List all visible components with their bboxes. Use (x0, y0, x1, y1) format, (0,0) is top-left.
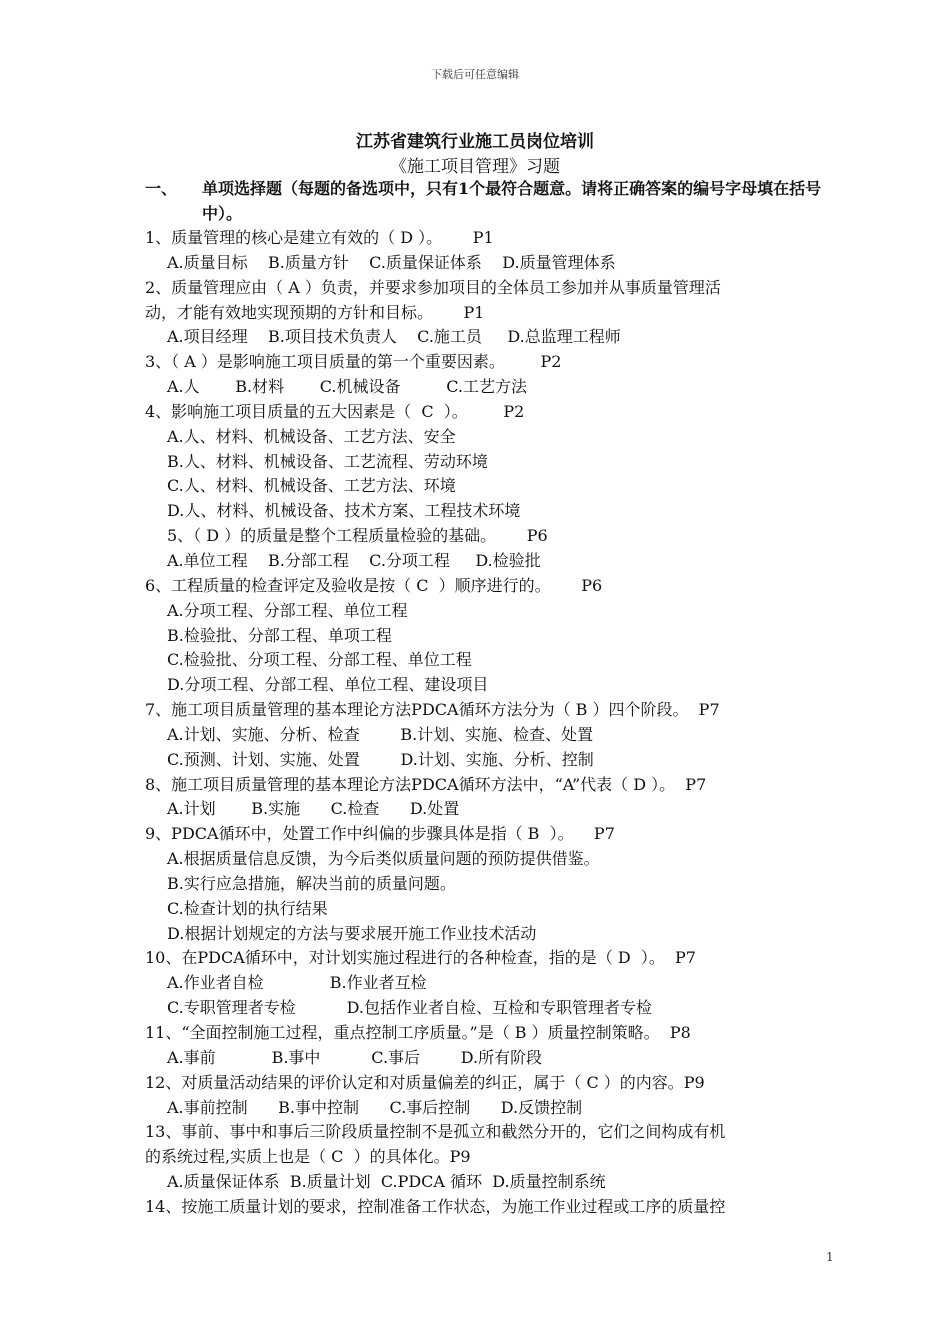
answer-option-line: A.作业者自检 B.作业者互检 (167, 973, 427, 993)
answer-option-line: C.人、材料、机械设备、工艺方法、环境 (167, 476, 456, 496)
answer-option-line: C.检查计划的执行结果 (167, 898, 328, 918)
question-line: 13、事前、事中和事后三阶段质量控制不是孤立和截然分开的，它们之间构成有机 (145, 1122, 726, 1142)
question-line: 10、在PDCA循环中，对计划实施过程进行的各种检查，指的是（ D ）。 P7 (145, 948, 696, 968)
question-line: 动，才能有效地实现预期的方针和目标。 P1 (145, 302, 485, 322)
question-line: 1、质量管理的核心是建立有效的（ D ）。 P1 (145, 228, 494, 247)
answer-option-line: A.分项工程、分部工程、单位工程 (167, 600, 408, 620)
answer-option-line: C.专职管理者专检 D.包括作业者自检、互检和专职管理者专检 (167, 998, 652, 1018)
answer-option-line: C.检验批、分项工程、分部工程、单位工程 (167, 650, 472, 670)
answer-option-line: D.分项工程、分部工程、单位工程、建设项目 (167, 675, 489, 695)
answer-option-line: D.根据计划规定的方法与要求展开施工作业技术活动 (167, 923, 537, 943)
question-list (145, 226, 845, 1220)
question-line: 2、质量管理应由（ A ）负责，并要求参加项目的全体员工参加并从事质量管理活 (145, 277, 721, 297)
answer-option-line: A.人 B.材料 C.机械设备 C.工艺方法 (167, 377, 527, 397)
answer-option-line: A.计划 B.实施 C.检查 D.处置 (167, 799, 460, 819)
header-note: 下载后可任意编辑 (431, 68, 519, 81)
answer-option-line: A.根据质量信息反馈，为今后类似质量问题的预防提供借鉴。 (167, 849, 600, 869)
answer-option-line: D.人、材料、机械设备、技术方案、工程技术环境 (167, 501, 521, 521)
question-line: 的系统过程,实质上也是（ C ）的具体化。P9 (145, 1147, 471, 1167)
question-line: 14、按施工质量计划的要求，控制准备工作状态，为施工作业过程或工序的质量控 (145, 1196, 726, 1216)
answer-option-line: A.单位工程 B.分部工程 C.分项工程 D.检验批 (167, 550, 541, 570)
answer-option-line: A.人、材料、机械设备、工艺方法、安全 (167, 426, 456, 446)
answer-option-line: A.质量目标 B.质量方针 C.质量保证体系 D.质量管理体系 (167, 252, 616, 272)
answer-option-line: A.项目经理 B.项目技术负责人 C.施工员 D.总监理工程师 (167, 327, 621, 347)
page-number: 1 (826, 1250, 834, 1264)
answer-option-line: A.事前 B.事中 C.事后 D.所有阶段 (167, 1047, 543, 1067)
answer-option-line: 5、（ D ）的质量是整个工程质量检验的基础。 P6 (167, 526, 548, 546)
section-number: 一、 (145, 179, 178, 198)
answer-option-line: A.质量保证体系 B.质量计划 C.PDCA 循环 D.质量控制系统 (167, 1172, 606, 1192)
answer-option-line: B.检验批、分部工程、单项工程 (167, 625, 392, 645)
question-line: 9、PDCA循环中，处置工作中纠偏的步骤具体是指（ B ）。 P7 (145, 824, 615, 844)
question-line: 3、（ A ）是影响施工项目质量的第一个重要因素。 P2 (145, 352, 562, 372)
question-line: 11、“全面控制施工过程，重点控制工序质量。”是（ B ）质量控制策略。 P8 (145, 1023, 691, 1042)
answer-option-line: B.实行应急措施，解决当前的质量问题。 (167, 873, 456, 893)
document-title: 江苏省建筑行业施工员岗位培训 (356, 132, 594, 152)
question-line: 4、影响施工项目质量的五大因素是（ C ）。 P2 (145, 401, 525, 421)
answer-option-line: B.人、材料、机械设备、工艺流程、劳动环境 (167, 451, 488, 471)
answer-option-line: A.计划、实施、分析、检查 B.计划、实施、检查、处置 (167, 724, 594, 744)
question-line: 12、对质量活动结果的评价认定和对质量偏差的纠正，属于（ C ）的内容。P9 (145, 1072, 705, 1092)
document-subtitle: 《施工项目管理》习题 (390, 157, 560, 177)
section-text: 单项选择题（每题的备选项中，只有1个最符合题意。请将正确答案的编号字母填在括号中）。 (202, 179, 822, 223)
section-heading (145, 176, 845, 226)
question-line: 6、工程质量的检查评定及验收是按（ C ）顺序进行的。 P6 (145, 575, 603, 595)
answer-option-line: A.事前控制 B.事中控制 C.事后控制 D.反馈控制 (167, 1097, 583, 1117)
question-line: 8、施工项目质量管理的基本理论方法PDCA循环方法中，“A”代表（ D ）。 P7 (145, 774, 707, 794)
question-line: 7、施工项目质量管理的基本理论方法PDCA循环方法分为（ B ）四个阶段。 P7 (145, 700, 720, 720)
answer-option-line: C.预测、计划、实施、处置 D.计划、实施、分析、控制 (167, 749, 594, 769)
